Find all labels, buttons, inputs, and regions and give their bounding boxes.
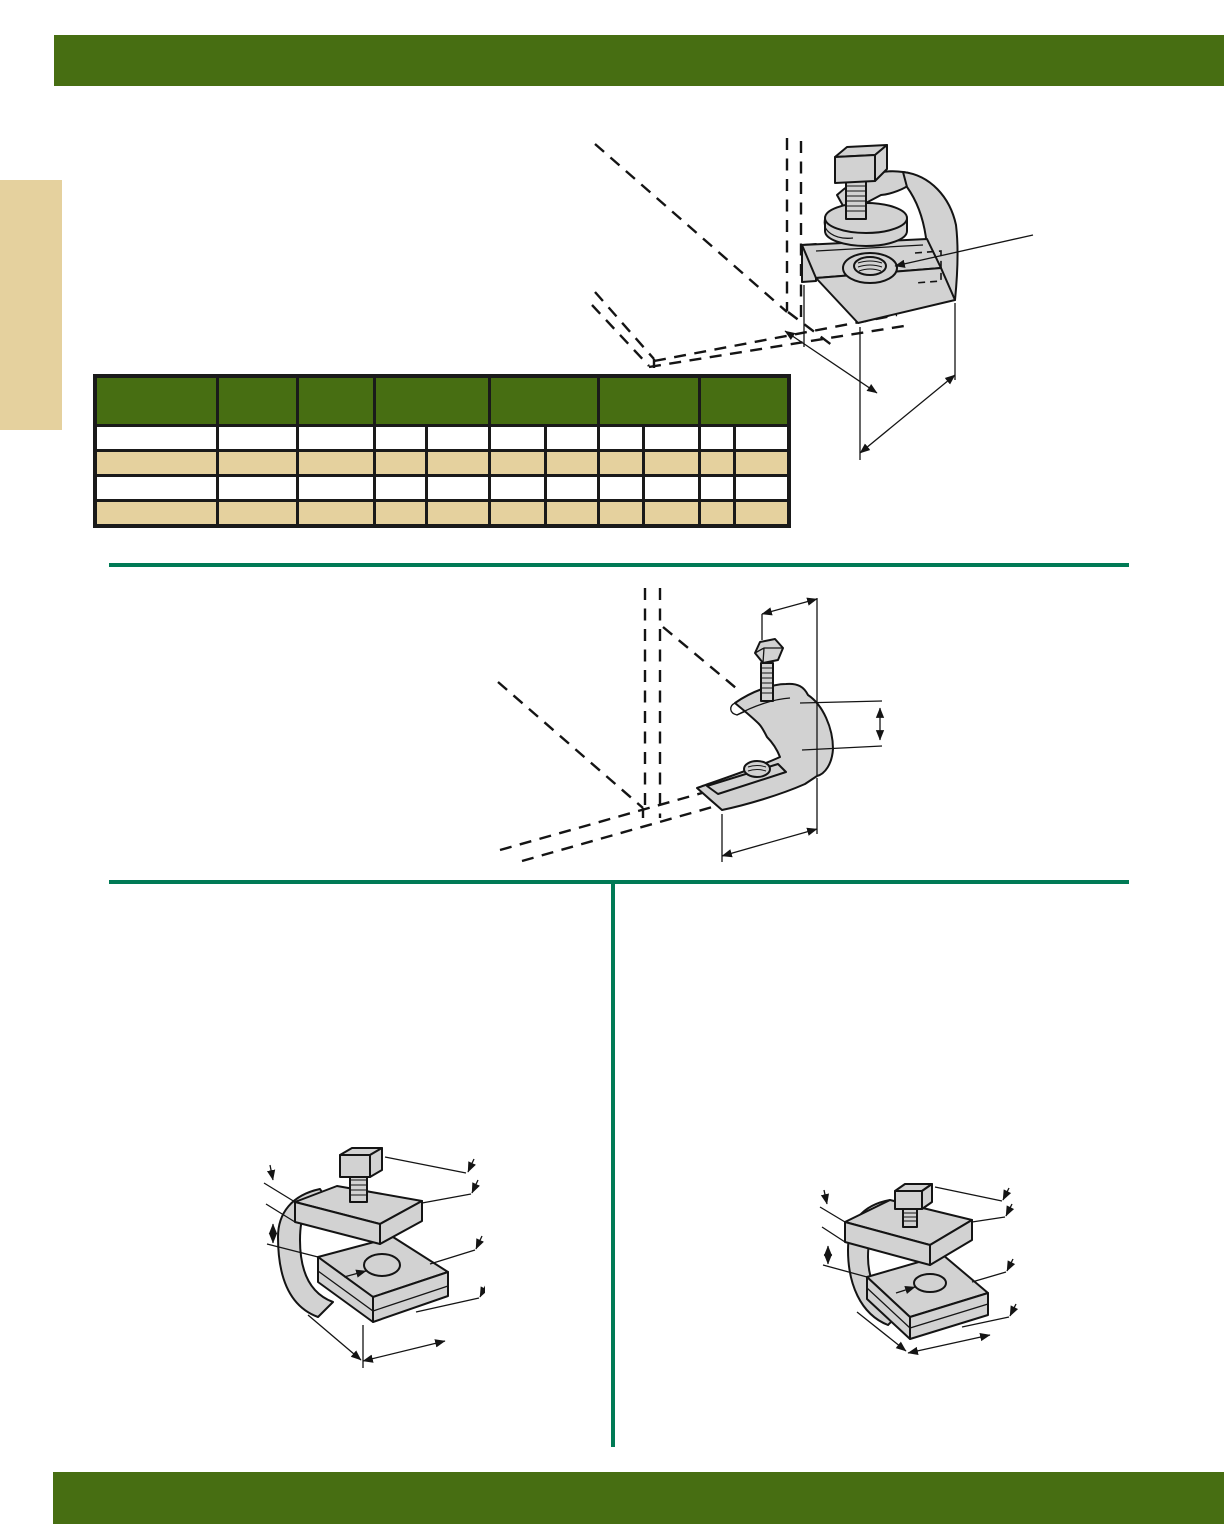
bolt-head-front <box>895 1191 922 1209</box>
table-cell <box>545 476 598 501</box>
beam-flange-dashed-outline <box>498 588 736 861</box>
table-cell <box>598 476 643 501</box>
table-cell <box>297 426 374 451</box>
section-divider-2 <box>109 880 1129 884</box>
table-cell <box>643 501 699 527</box>
table-cell <box>217 501 297 527</box>
table-cell <box>374 501 426 527</box>
table-header-cell <box>297 376 374 426</box>
footer-bar <box>53 1472 1224 1524</box>
table-row <box>95 501 789 527</box>
c-beam-clamp-drawing <box>480 578 900 870</box>
table-cell <box>489 451 545 476</box>
table-cell <box>95 501 217 527</box>
table-cell <box>734 476 789 501</box>
table-cell <box>734 451 789 476</box>
bolt-shank <box>846 181 866 219</box>
table-header-cell <box>489 376 598 426</box>
table-cell <box>545 426 598 451</box>
bolt-shank <box>350 1175 367 1202</box>
table-cell <box>95 476 217 501</box>
c-clamp-dimensioned-drawing-small <box>800 1175 1025 1375</box>
table-cell <box>426 451 489 476</box>
table-cell <box>374 476 426 501</box>
table-cell <box>699 451 734 476</box>
table-cell <box>426 476 489 501</box>
table-cell <box>643 451 699 476</box>
table-cell <box>489 476 545 501</box>
table-header-cell <box>374 376 489 426</box>
table-cell <box>426 501 489 527</box>
header-bar <box>54 35 1224 86</box>
table-cell <box>95 426 217 451</box>
table-cell <box>699 426 734 451</box>
spec-table <box>93 374 791 528</box>
table-row <box>95 476 789 501</box>
table-cell <box>489 501 545 527</box>
table-header-cell <box>95 376 217 426</box>
table-cell <box>217 476 297 501</box>
table-cell <box>598 426 643 451</box>
table-cell <box>598 501 643 527</box>
bolt-shank <box>761 663 773 701</box>
table-cell <box>95 451 217 476</box>
table-header-cell <box>598 376 699 426</box>
table-cell <box>217 426 297 451</box>
table-cell <box>734 426 789 451</box>
table-cell <box>643 476 699 501</box>
table-cell <box>297 476 374 501</box>
through-hole <box>364 1254 400 1276</box>
table-cell <box>297 451 374 476</box>
thread-hole <box>854 257 886 275</box>
table-header-cell <box>217 376 297 426</box>
table-cell <box>734 501 789 527</box>
bolt-head-front <box>340 1155 370 1177</box>
bolt-head-front <box>835 155 875 183</box>
table-cell <box>217 451 297 476</box>
sidebar-tab <box>0 180 62 430</box>
table-cell <box>699 476 734 501</box>
clamp-body <box>802 171 958 323</box>
table-cell <box>297 501 374 527</box>
table-row <box>95 426 789 451</box>
table-cell <box>598 451 643 476</box>
table-cell <box>374 426 426 451</box>
table-cell <box>489 426 545 451</box>
table-cell <box>643 426 699 451</box>
section-divider-1 <box>109 563 1129 567</box>
table-cell <box>699 501 734 527</box>
column-divider <box>611 880 615 1447</box>
table-header-row <box>95 376 789 426</box>
c-clamp-dimensioned-drawing <box>240 1145 485 1380</box>
table-cell <box>545 451 598 476</box>
table-cell <box>545 501 598 527</box>
table-header-cell <box>699 376 789 426</box>
through-hole <box>914 1274 946 1292</box>
table-row <box>95 451 789 476</box>
table-cell <box>426 426 489 451</box>
clamp-body <box>278 1186 448 1322</box>
table-cell <box>374 451 426 476</box>
